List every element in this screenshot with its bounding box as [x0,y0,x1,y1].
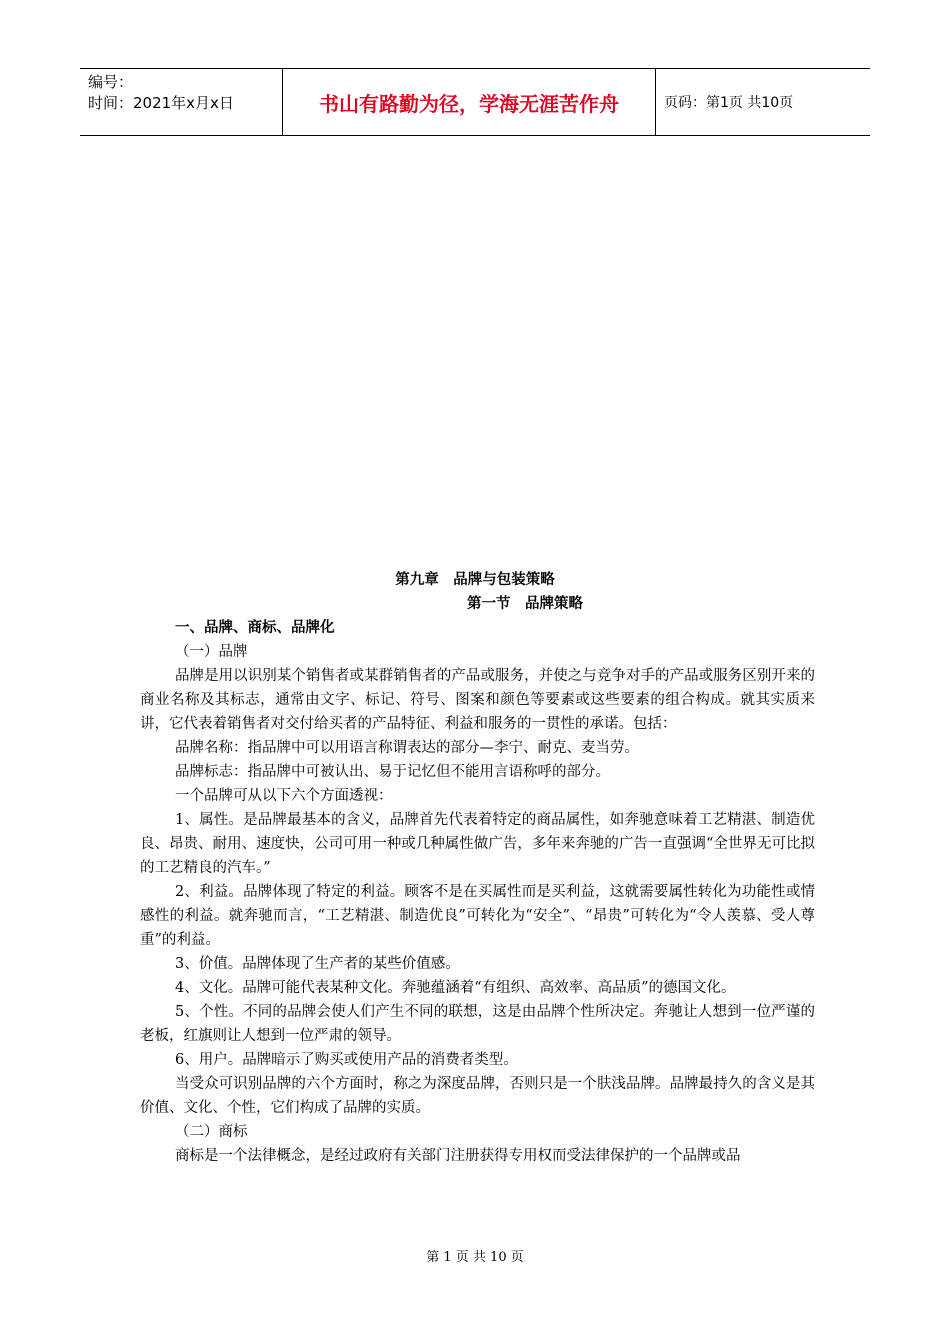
paragraph: 当受众可识别品牌的六个方面时，称之为深度品牌，否则只是一个肤浅品牌。品牌最持久的含义是其价值、文化、个性，它们构成了品牌的实质。 [140,1076,815,1116]
subheading-trademark: （二）商标 [175,1124,248,1140]
paragraph: 3、价值。品牌体现了生产者的某些价值感。 [175,956,460,972]
time-label: 时间：2021年x月x日 [88,94,234,112]
paragraph: 4、文化。品牌可能代表某种文化。奔驰蕴涵着“有组织、高效率、高品质”的德国文化。 [175,980,736,996]
chapter-title: 第九章 品牌与包装策略 [395,571,555,588]
paragraph: 1、属性。是品牌最基本的含义，品牌首先代表着特定的商品属性，如奔驰意味着工艺精湛、制造优良、昂贵、耐用、速度快，公司可用一种或几种属性做广告，多年来奔驰的广告一直强调“全世界无可比拟的工艺精良的汽车。” [140,812,815,876]
paragraph: 一个品牌可从以下六个方面透视： [175,788,393,804]
paragraph: 6、用户。品牌暗示了购买或使用产品的消费者类型。 [175,1052,518,1068]
header-page-info: 页码：第1页 共10页 [664,95,794,111]
number-label: 编号： [88,73,134,91]
paragraph: 品牌是用以识别某个销售者或某群销售者的产品或服务，并使之与竞争对手的产品或服务区别开来的商业名称及其标志，通常由文字、标记、符号、图案和颜色等要素或这些要素的组合构成。就其实质来讲，它代表着销售者对交付给买者的产品特征、利益和服务的一贯性的承诺。包括： [140,668,815,732]
heading-1: 一、品牌、商标、品牌化 [175,619,335,636]
paragraph: 5、个性。不同的品牌会使人们产生不同的联想，这是由品牌个性所决定。奔驰让人想到一位严谨的老板，红旗则让人想到一位严肃的领导。 [140,1004,815,1044]
paragraph: 商标是一个法律概念，是经过政府有关部门注册获得专用权而受法律保护的一个品牌或品 [175,1148,741,1164]
document-body [0,568,950,1168]
paragraph: 2、利益。品牌体现了特定的利益。顾客不是在买属性而是买利益，这就需要属性转化为功能性或情感性的利益。就奔驰而言，“工艺精湛、制造优良”可转化为“安全”、“昂贵”可转化为“令人羡慕、受人尊重”的利益。 [140,884,815,948]
paragraph: 品牌名称：指品牌中可以用语言称谓表达的部分—李宁、耐克、麦当劳。 [175,740,639,756]
header-meta [80,69,282,135]
subheading-brand: （一）品牌 [175,644,248,660]
page-footer: 第 1 页 共 10 页 [426,1250,524,1265]
section-title: 第一节 品牌策略 [467,595,583,612]
paragraph: 品牌标志：指品牌中可被认出、易于记忆但不能用言语称呼的部分。 [175,764,610,780]
header-motto: 书山有路勤为径，学海无涯苦作舟 [282,69,656,135]
header-table [80,68,870,136]
